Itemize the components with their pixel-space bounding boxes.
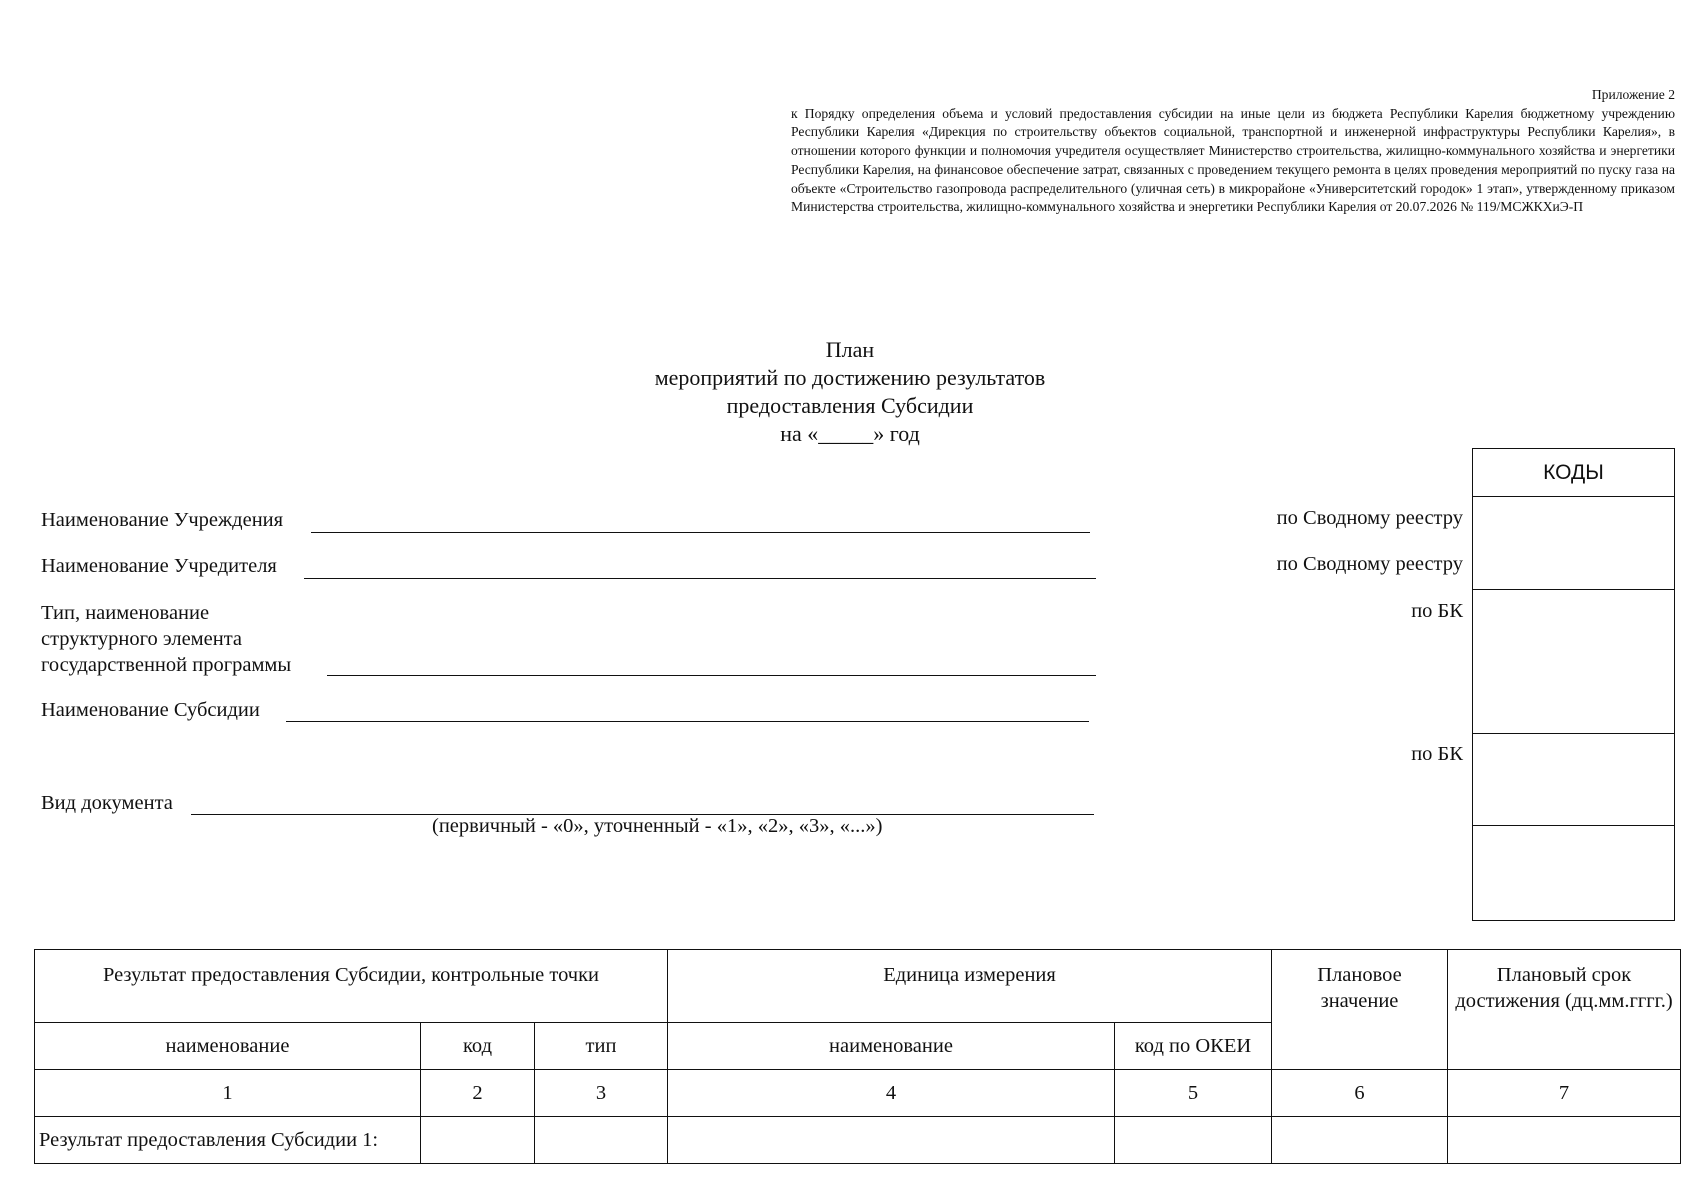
- document-title: [500, 336, 1200, 448]
- founder-field: [41, 553, 277, 579]
- code-cell-bk-2[interactable]: [1473, 733, 1674, 825]
- title-line-2: мероприятий по достижению результатов: [654, 365, 1046, 390]
- registry-label-2: по Сводному реестру: [1276, 553, 1463, 575]
- appendix-label: Приложение 2: [1591, 87, 1675, 102]
- col-number: 6: [1272, 1070, 1448, 1117]
- code-cell-registry[interactable]: [1473, 496, 1674, 589]
- institution-line[interactable]: [311, 532, 1090, 533]
- program-label-1: Тип, наименование: [41, 602, 210, 624]
- result-1-unit-name-cell[interactable]: [668, 1117, 1115, 1164]
- founder-label: Наименование Учредителя: [41, 555, 277, 577]
- result-1-planned-date-cell[interactable]: [1448, 1117, 1681, 1164]
- result-1-okei-cell[interactable]: [1115, 1117, 1272, 1164]
- registry-label-1: по Сводному реестру: [1276, 507, 1463, 529]
- program-label-3: государственной программы: [41, 654, 292, 676]
- col-number: 2: [421, 1070, 535, 1117]
- doc-type-label: Вид документа: [41, 792, 173, 814]
- appendix-block: [791, 86, 1675, 217]
- results-table: [34, 949, 1681, 1164]
- header-unit: Единица измерения: [668, 950, 1272, 1023]
- result-1-type-cell[interactable]: [535, 1117, 668, 1164]
- code-cell-doc-type[interactable]: [1473, 825, 1674, 920]
- doc-type-hint: (первичный - «0», уточненный - «1», «2», «3», «...»): [432, 815, 883, 837]
- bk-label-2: по БК: [1411, 743, 1463, 765]
- result-1-label: Результат предоставления Субсидии 1:: [35, 1117, 421, 1164]
- result-1-planned-value-cell[interactable]: [1272, 1117, 1448, 1164]
- header-col-okei: код по ОКЕИ: [1115, 1023, 1272, 1070]
- institution-label: Наименование Учреждения: [41, 509, 284, 531]
- header-col-unit-name: наименование: [668, 1023, 1115, 1070]
- table-number-row: [35, 1070, 1681, 1117]
- table-header-row-1: [35, 950, 1681, 1023]
- bk-label-1: по БК: [1411, 600, 1463, 622]
- header-result: Результат предоставления Субсидии, контрольные точки: [35, 950, 668, 1023]
- founder-line[interactable]: [304, 578, 1096, 579]
- title-line-4: на «_____» год: [780, 421, 920, 446]
- appendix-text: к Порядку определения объема и условий предоставления субсидии на иные цели из бюджета Республики Карелия бюджетному учреждению Республики Карелия «Дирекция по строительству объектов социальной, транспортной и инженерной инфраструктуры Республики Карелия», в отношении которого функции и полномочия учредителя осуществляет Министерство строительства, жилищно-коммунального хозяйства и энергетики Республики Карелия, на финансовое обеспечение затрат, связанных с проведением текущего ремонта в целях проведения мероприятий по пуску газа на объекте «Строительство газопровода распределительного (уличная сеть) в микрорайоне «Университетский городок» 1 этап», утвержденному приказом Министерства строительства, жилищно-коммунального хозяйства и энергетики Республики Карелия от 20.07.2026 № 119/МСЖКХиЭ-П: [791, 105, 1675, 215]
- code-cell-bk-1[interactable]: [1473, 589, 1674, 733]
- doc-type-field: [41, 790, 173, 816]
- codes-header: КОДЫ: [1543, 461, 1604, 484]
- program-field: [41, 600, 291, 678]
- institution-field: [41, 507, 283, 533]
- col-number: 1: [35, 1070, 421, 1117]
- codes-box: [1472, 448, 1675, 921]
- subsidy-label: Наименование Субсидии: [41, 699, 260, 721]
- header-planned-date: Плановый срок достижения (дц.мм.гггг.): [1448, 950, 1681, 1070]
- col-number: 3: [535, 1070, 668, 1117]
- title-line-3: предоставления Субсидии: [726, 393, 974, 418]
- header-col-name: наименование: [35, 1023, 421, 1070]
- program-line[interactable]: [327, 675, 1096, 676]
- header-col-type: тип: [535, 1023, 668, 1070]
- header-col-code: код: [421, 1023, 535, 1070]
- program-label-2: структурного элемента: [41, 628, 243, 650]
- result-1-code-cell[interactable]: [421, 1117, 535, 1164]
- header-planned-value: Плановое значение: [1272, 950, 1448, 1070]
- col-number: 5: [1115, 1070, 1272, 1117]
- table-row: [35, 1117, 1681, 1164]
- subsidy-line[interactable]: [286, 721, 1089, 722]
- subsidy-field: [41, 697, 260, 723]
- col-number: 4: [668, 1070, 1115, 1117]
- col-number: 7: [1448, 1070, 1681, 1117]
- title-line-1: План: [825, 337, 875, 362]
